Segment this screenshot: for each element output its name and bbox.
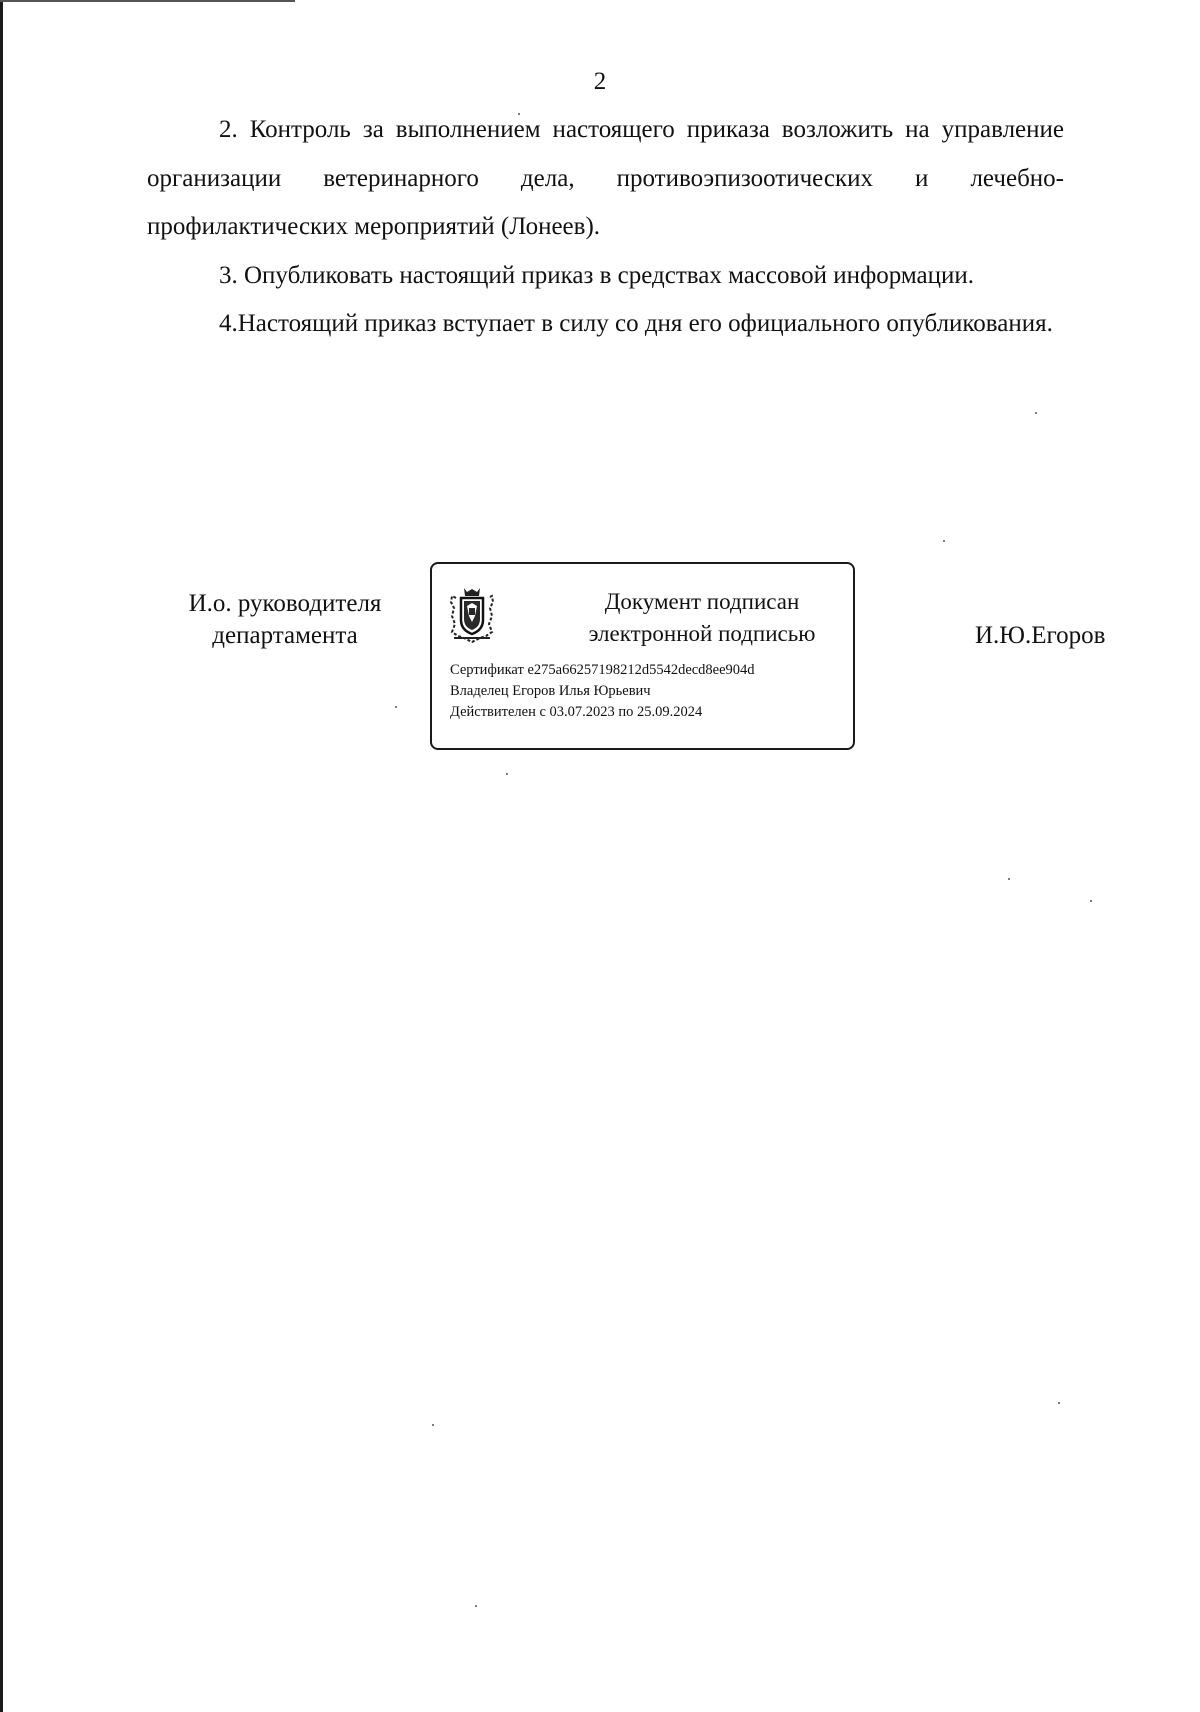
scan-speck (943, 540, 945, 542)
scan-speck (506, 773, 508, 775)
signer-name: И.Ю.Егоров (975, 622, 1106, 649)
certificate-number: Сертификат e275a66257198212d5542decd8ee904d (450, 662, 755, 678)
signer-position (160, 588, 410, 652)
stamp-details (450, 660, 755, 723)
coat-of-arms-icon (448, 586, 496, 644)
scan-speck (1035, 412, 1037, 414)
scan-speck (475, 1605, 477, 1607)
scan-speck (1090, 900, 1092, 902)
certificate-validity: Действителен с 03.07.2023 по 25.09.2024 (450, 704, 703, 720)
scan-speck (1008, 878, 1010, 880)
scan-speck (1058, 1402, 1060, 1404)
paragraph-item: 2. Контроль за выполнением настоящего приказа возложить на управление организации ветеринарного дела, противоэпизоотических и лечебно-профилактических мероприятий (Лонеев). (147, 116, 1064, 240)
scan-speck (432, 1424, 434, 1426)
certificate-owner: Владелец Егоров Илья Юрьевич (450, 683, 651, 699)
stamp-title-line1: Документ подписан (604, 589, 800, 614)
electronic-signature-stamp (430, 562, 855, 750)
page-number: 2 (593, 68, 607, 95)
signer-position-line2: департамента (212, 622, 358, 649)
paragraph-item: 3. Опубликовать настоящий приказ в средствах массовой информации. (219, 261, 975, 289)
stamp-title (552, 586, 852, 650)
scan-edge-top (0, 0, 295, 2)
stamp-title-line2: электронной подписью (588, 621, 816, 646)
scan-edge-left (0, 0, 3, 1712)
paragraph-item: 4.Настоящий приказ вступает в силу со дня его официального опубликования. (219, 310, 1053, 337)
scan-speck (395, 706, 397, 708)
signer-position-line1: И.о. руководителя (188, 590, 382, 617)
order-body (147, 106, 1064, 349)
